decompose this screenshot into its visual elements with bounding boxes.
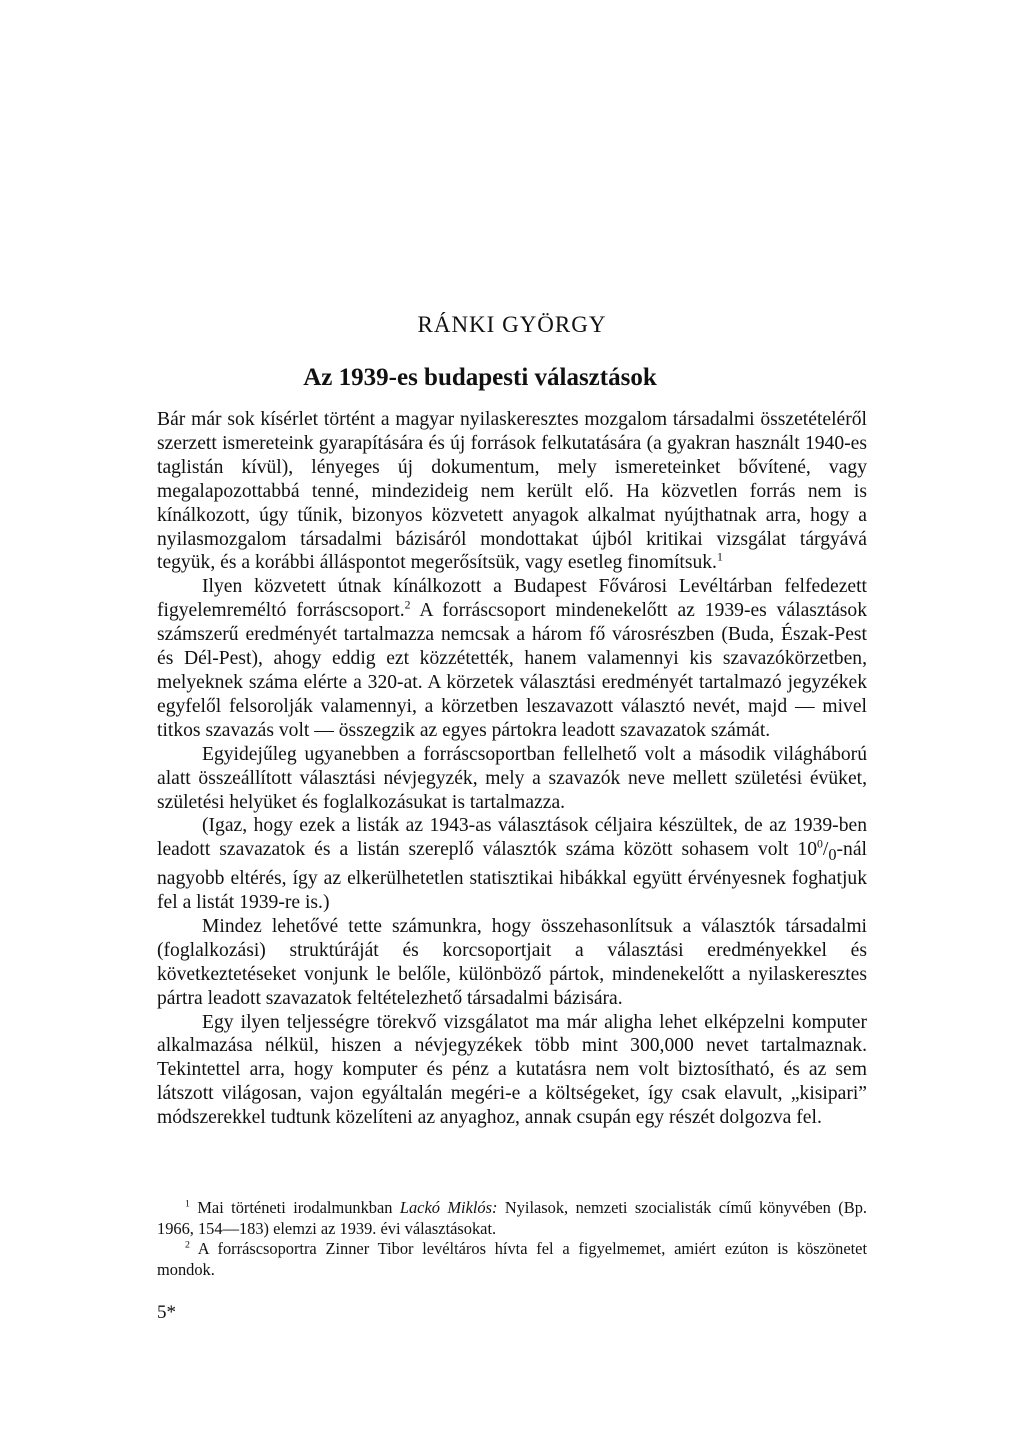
paragraph-4-text-a: (Igaz, hogy ezek a listák az 1943-as választások céljaira készültek, de az 1939-ben leadott szavazatok és a listán szereplő választók száma között sohasem volt 10 bbox=[157, 815, 867, 861]
footnote-2 bbox=[157, 1239, 867, 1280]
footnote-2-marker: 2 bbox=[185, 1239, 190, 1251]
printer-signature: 5* bbox=[157, 1302, 176, 1323]
paragraph-2-text-a: Ilyen közvetett útnak kínálkozott a Budapest Fővárosi Levéltárban felfedezett figyelemreméltó forráscsoport. bbox=[157, 576, 867, 622]
percent-sub: 0 bbox=[828, 845, 837, 865]
paragraph-4 bbox=[157, 814, 867, 915]
footnote-1-author: Lackó Miklós: bbox=[399, 1198, 498, 1217]
footnotes bbox=[157, 1198, 867, 1280]
article-body bbox=[157, 408, 867, 1130]
paragraph-1 bbox=[157, 408, 867, 575]
paragraph-6: Egy ilyen teljességre törekvő vizsgálatot ma már aligha lehet elképzelni komputer alkalmazása nélkül, hiszen a névjegyzékek több mint 300,000 nevet tartalmaznak. Tekintettel arra, hogy komputer és pénz a kutatásra nem volt biztosítható, és az sem látszott világosan, vajon egyáltalán megéri-e a költségeket, így csak elavult, „kisipari” módszerekkel tudtunk közelíteni az anyaghoz, annak csupán egy részét dolgozva fel. bbox=[157, 1011, 867, 1129]
footnote-1-text-a: Mai történeti irodalmunkban bbox=[189, 1198, 400, 1217]
footnote-1-marker: 1 bbox=[185, 1198, 190, 1210]
footnote-ref-2: 2 bbox=[404, 598, 411, 612]
paragraph-1-text: Bár már sok kísérlet történt a magyar nyilaskeresztes mozgalom társadalmi összetételéről szerzett ismereteink gyarapítására és új források felkutatására (a gyakran használt 1940-es taglistán kívül), lényeges új dokumentum, mely ismereteinket bővítené, vagy megalapozottabbá tenné, mindezideig nem került elő. Ha közvetlen forrás nem is kínálkozott, úgy tűnik, bizonyos közvetett anyagok alkalmat nyújthatnak arra, hogy a nyilasmozgalom társadalmi bázisáról mondottakat újból kritikai vizsgálat tárgyává tegyük, és a korábbi álláspontot megerősítsük, vagy esetleg finomítsuk. bbox=[157, 409, 867, 574]
paragraph-4-text-c: -nál nagyobb eltérés, így az elkerülhetetlen statisztikai hibákkal együtt érvényesnek foghatjuk fel a listát 1939-re is.) bbox=[157, 839, 867, 914]
footnote-1 bbox=[157, 1198, 867, 1239]
paragraph-2 bbox=[157, 575, 867, 742]
footnote-1-text-b: Nyilasok, nemzeti szocialisták című könyvében (Bp. 1966, 154—183) elemzi az 1939. évi választásokat. bbox=[157, 1198, 867, 1238]
paragraph-3: Egyidejűleg ugyanebben a forráscsoportban fellelhető volt a második világháború alatt összeállított választási névjegyzék, mely a szavazók neve mellett születési évüket, születési helyüket és foglalkozásukat is tartalmazza. bbox=[157, 743, 867, 813]
paragraph-5: Mindez lehetővé tette számunkra, hogy összehasonlítsuk a választók társadalmi (foglalkozási) struktúráját és korcsoportjait a választási eredményekkel és következtetéseket vonjunk le belőle, különböző pártok, mindenekelőtt a nyilaskeresztes pártra leadott szavazatok feltételezhető társadalmi bázisára. bbox=[157, 915, 867, 1009]
paragraph-2-text-b: A forráscsoport mindenekelőtt az 1939-es választások számszerű eredményét tartalmazza nemcsak a három fő városrészben (Buda, Észak-Pest és Dél-Pest), ahogy eddig ezt közzétették, hanem valamennyi kis szavazókörzetben, melyeknek száma elérte a 320-at. A körzetek választási eredményét tartalmazó jegyzékek egyfelől felsorolják valamennyi, a körzetben leszavazott választó nevét, majd — mivel titkos szavazás volt — összegzik az egyes pártokra leadott szavazatok számát. bbox=[157, 600, 867, 741]
article-title: Az 1939-es budapesti választások bbox=[303, 364, 657, 391]
author-name: RÁNKI GYÖRGY bbox=[417, 312, 607, 337]
footnote-2-text: A forráscsoportra Zinner Tibor levéltáros hívta fel a figyelmemet, amiért ezúton is köszönetet mondok. bbox=[157, 1239, 867, 1279]
percent-sup: 0 bbox=[817, 837, 823, 851]
percent-slash: / bbox=[822, 839, 829, 861]
footnote-ref-1: 1 bbox=[716, 550, 723, 564]
